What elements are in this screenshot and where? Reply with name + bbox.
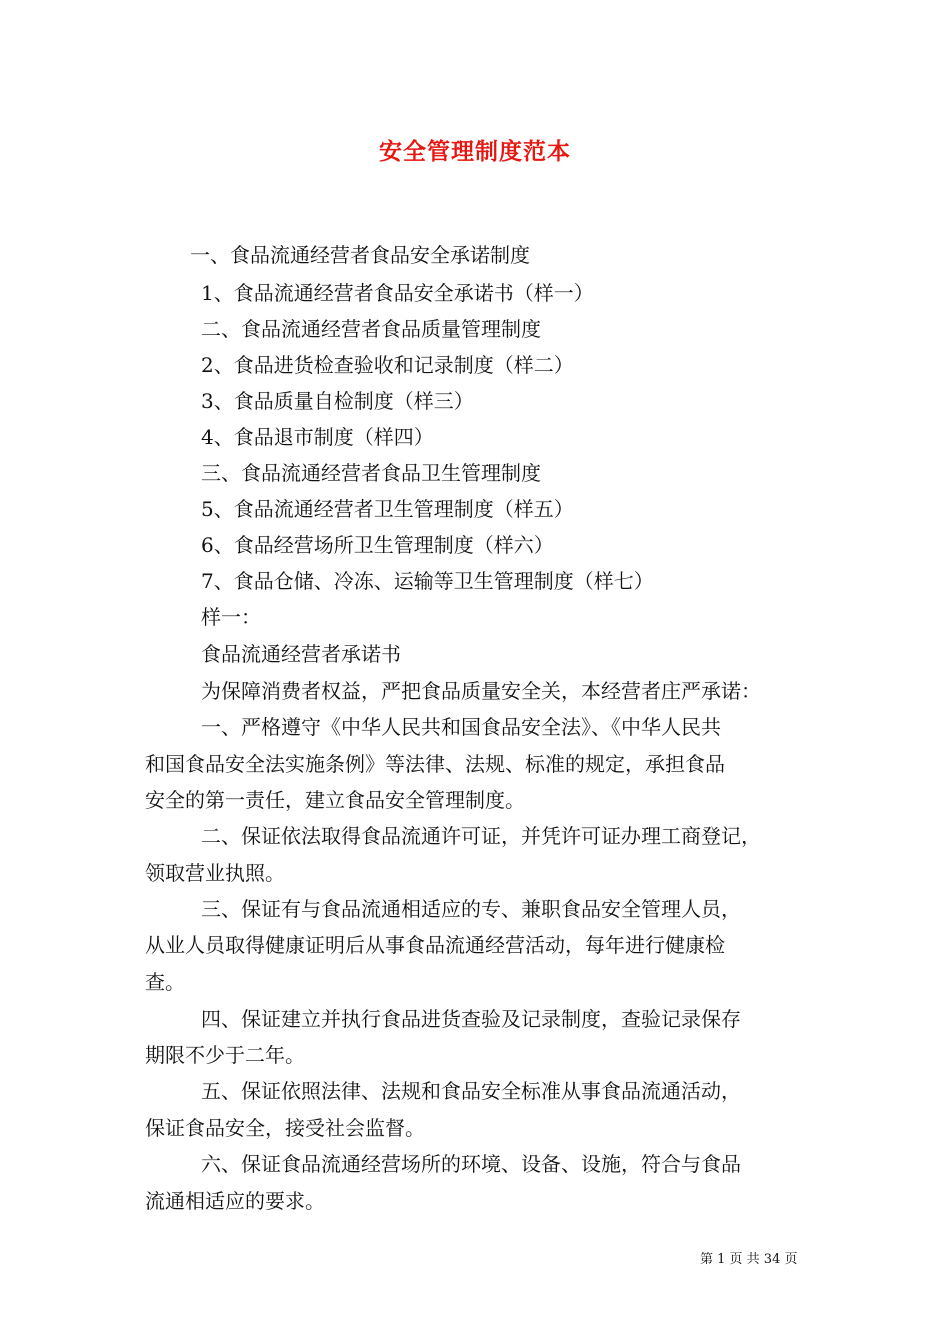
- paragraph-line: 和国食品安全法实施条例》等法律、法规、标准的规定，承担食品: [145, 752, 725, 776]
- toc-item: 1、食品流通经营者食品安全承诺书（样一）: [201, 281, 594, 305]
- toc-item: 7、食品仓储、冷冻、运输等卫生管理制度（样七）: [201, 569, 654, 593]
- paragraph-line: 期限不少于二年。: [145, 1043, 305, 1067]
- paragraph-line: 查。: [145, 970, 185, 994]
- paragraph-line: 保证食品安全，接受社会监督。: [145, 1116, 425, 1140]
- paragraph-line: 安全的第一责任，建立食品安全管理制度。: [145, 788, 525, 812]
- paragraph-line: 二、保证依法取得食品流通许可证，并凭许可证办理工商登记，: [201, 824, 761, 848]
- toc-item: 三、食品流通经营者食品卫生管理制度: [201, 461, 541, 485]
- paragraph-line: 六、保证食品流通经营场所的环境、设备、设施，符合与食品: [201, 1152, 741, 1176]
- paragraph-line: 流通相适应的要求。: [145, 1189, 325, 1213]
- paragraph-line: 三、保证有与食品流通相适应的专、兼职食品安全管理人员，: [201, 897, 741, 921]
- toc-item: 二、食品流通经营者食品质量管理制度: [201, 317, 541, 341]
- paragraph-line: 领取营业执照。: [145, 861, 285, 885]
- paragraph-line: 四、保证建立并执行食品进货查验及记录制度，查验记录保存: [201, 1007, 741, 1031]
- sample-title: 食品流通经营者承诺书: [201, 642, 401, 666]
- sample-label: 样一：: [201, 605, 261, 629]
- toc-item: 5、食品流通经营者卫生管理制度（样五）: [201, 497, 574, 521]
- toc-item: 一、食品流通经营者食品安全承诺制度: [190, 243, 530, 267]
- page-number: 第 1 页 共 34 页: [700, 1252, 798, 1267]
- intro-text: 为保障消费者权益，严把食品质量安全关，本经营者庄严承诺：: [201, 679, 761, 703]
- toc-item: 3、食品质量自检制度（样三）: [201, 389, 474, 413]
- toc-item: 6、食品经营场所卫生管理制度（样六）: [201, 533, 554, 557]
- toc-item: 4、食品退市制度（样四）: [201, 425, 434, 449]
- document-title: 安全管理制度范本: [379, 138, 571, 165]
- toc-item: 2、食品进货检查验收和记录制度（样二）: [201, 353, 574, 377]
- paragraph-line: 五、保证依照法律、法规和食品安全标准从事食品流通活动，: [201, 1079, 741, 1103]
- paragraph-line: 从业人员取得健康证明后从事食品流通经营活动，每年进行健康检: [145, 933, 725, 957]
- paragraph-line: 一、严格遵守《中华人民共和国食品安全法》、《中华人民共: [201, 715, 721, 739]
